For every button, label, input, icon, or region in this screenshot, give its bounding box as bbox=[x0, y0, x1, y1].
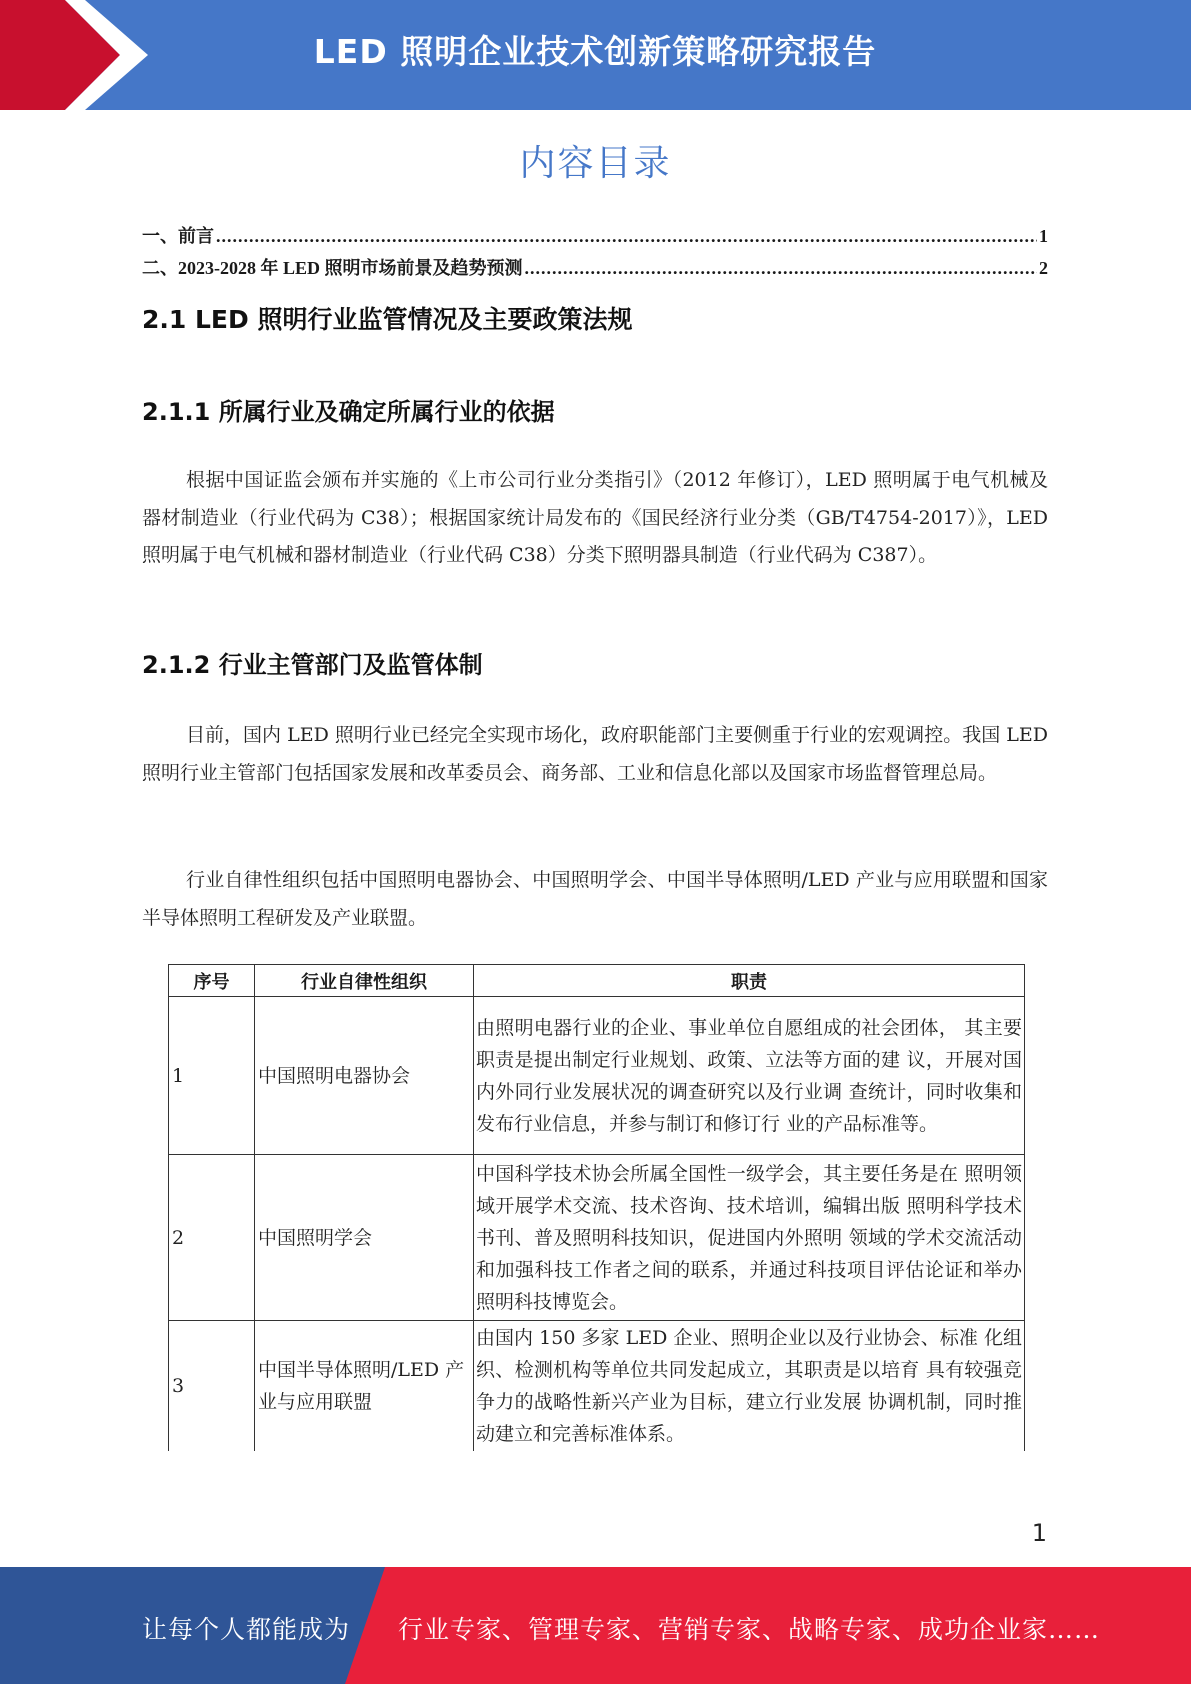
cell-duty: 由国内 150 多家 LED 企业、照明企业以及行业协会、标准 化组织、检测机构等单位共同发起成立，其职责是以培育 具有较强竞争力的战略性新兴产业为目标，建立行业发展 协调机制，同时推动建立和完善标准体系。 bbox=[474, 1321, 1025, 1452]
toc-leader-dots bbox=[525, 258, 1037, 279]
self-regulatory-org-table bbox=[168, 964, 1024, 1451]
section-2-1-2-heading: 2.1.2 行业主管部门及监管体制 bbox=[142, 651, 483, 679]
cell-org: 中国照明电器协会 bbox=[255, 997, 474, 1155]
cell-no: 2 bbox=[169, 1155, 255, 1321]
section-2-1-1-heading: 2.1.1 所属行业及确定所属行业的依据 bbox=[142, 398, 555, 426]
table-row bbox=[169, 1155, 1025, 1321]
table-row bbox=[169, 997, 1025, 1155]
header-banner bbox=[0, 0, 1191, 110]
cell-no: 1 bbox=[169, 997, 255, 1155]
table-header-row bbox=[169, 965, 1025, 997]
col-header-org: 行业自律性组织 bbox=[255, 965, 474, 997]
section-2-1-2-paragraph-2: 行业自律性组织包括中国照明电器协会、中国照明学会、中国半导体照明/LED 产业与应用联盟和国家半导体照明工程研发及产业联盟。 bbox=[142, 869, 1048, 929]
page-number: 1 bbox=[1031, 1519, 1047, 1547]
section-2-1-heading: 2.1 LED 照明行业监管情况及主要政策法规 bbox=[142, 305, 633, 334]
toc-heading: 内容目录 bbox=[519, 143, 672, 184]
footer-slogan-right: 行业专家、管理专家、营销专家、战略专家、成功企业家…… bbox=[398, 1615, 1101, 1644]
cell-org: 中国照明学会 bbox=[255, 1155, 474, 1321]
toc-entry-page: 1 bbox=[1039, 226, 1048, 246]
table-of-contents bbox=[142, 222, 1048, 286]
footer-banner bbox=[0, 1567, 1191, 1684]
col-header-duty: 职责 bbox=[474, 965, 1025, 997]
cell-no: 3 bbox=[169, 1321, 255, 1452]
toc-leader-dots bbox=[216, 226, 1037, 247]
report-title: LED 照明企业技术创新策略研究报告 bbox=[313, 32, 877, 71]
footer-slogan-left: 让每个人都能成为 bbox=[142, 1615, 351, 1644]
toc-entry-page: 2 bbox=[1039, 258, 1048, 278]
section-2-1-2-paragraph-1: 目前，国内 LED 照明行业已经完全实现市场化，政府职能部门主要侧重于行业的宏观调控。我国 LED 照明行业主管部门包括国家发展和改革委员会、商务部、工业和信息化部以及国家市场监督管理总局。 bbox=[142, 724, 1048, 784]
toc-entry[interactable] bbox=[142, 222, 1048, 254]
toc-entry-label: 二、2023-2028 年 LED 照明市场前景及趋势预测 bbox=[142, 258, 523, 278]
toc-entry-label: 一、前言 bbox=[142, 226, 214, 246]
cell-duty: 中国科学技术协会所属全国性一级学会，其主要任务是在 照明领域开展学术交流、技术咨询、技术培训，编辑出版 照明科学技术书刊、普及照明科技知识，促进国内外照明 领域的学术交流活动和加强科技工作者之间的联系，并通过科技项目评估论证和举办照明科技博览会。 bbox=[474, 1155, 1025, 1321]
section-2-1-1-paragraph: 根据中国证监会颁布并实施的《上市公司行业分类指引》（2012 年修订），LED 照明属于电气机械及器材制造业（行业代码为 C38）；根据国家统计局发布的《国民经济行业分类（GB/T4754-2017）》，LED 照明属于电气机械和器材制造业（行业代码 C38）分类下照明器具制造（行业代码为 C387）。 bbox=[142, 469, 1048, 566]
toc-entry[interactable] bbox=[142, 254, 1048, 286]
cell-duty: 由照明电器行业的企业、事业单位自愿组成的社会团体， 其主要职责是提出制定行业规划、政策、立法等方面的建 议，开展对国内外同行业发展状况的调查研究以及行业调 查统计，同时收集和发布行业信息，并参与制订和修订行 业的产品标准等。 bbox=[474, 997, 1025, 1155]
cell-org: 中国半导体照明/LED 产业与应用联盟 bbox=[255, 1321, 474, 1452]
col-header-no: 序号 bbox=[169, 965, 255, 997]
table-row bbox=[169, 1321, 1025, 1452]
